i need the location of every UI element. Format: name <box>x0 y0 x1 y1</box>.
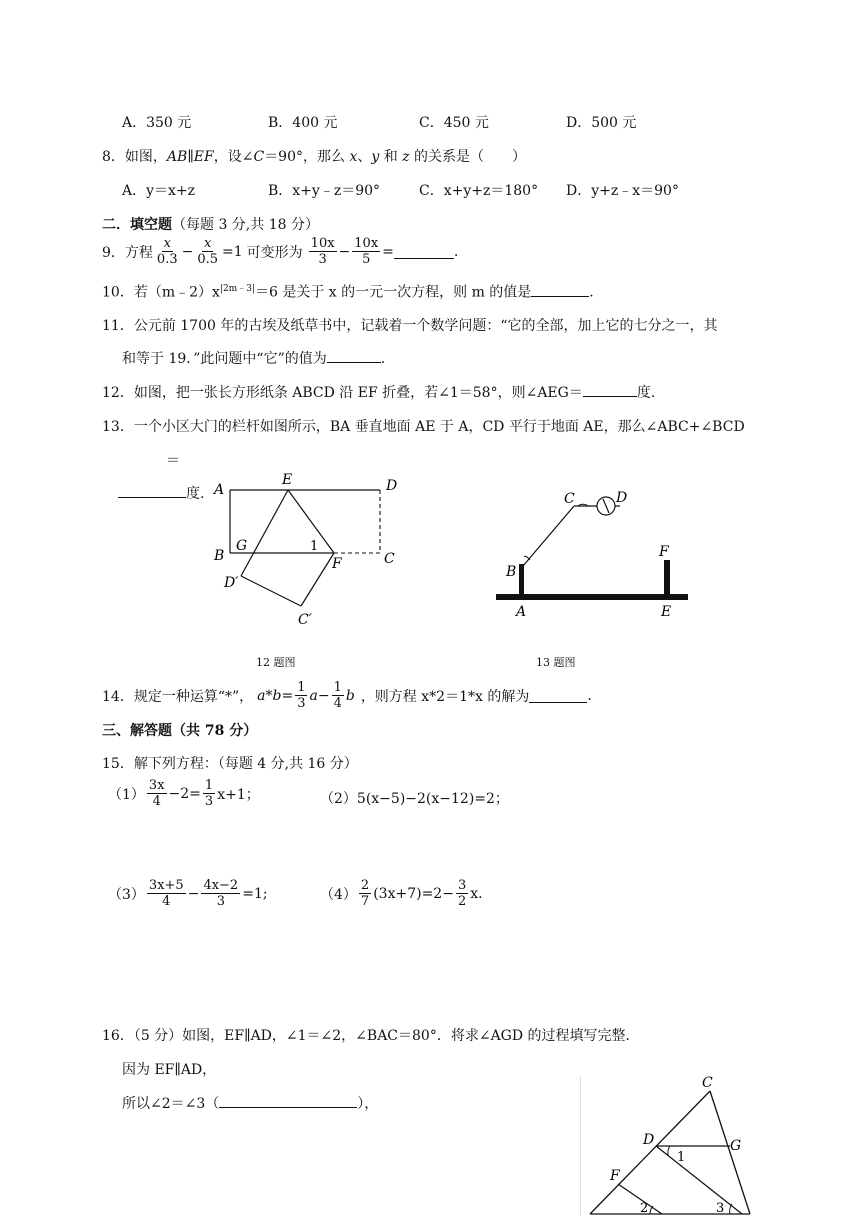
q7-option-d: D．500 元 <box>566 115 637 131</box>
fig12-label-g: G <box>236 538 248 554</box>
q14-frac-1: $\frac{1}{3}$ <box>297 680 306 711</box>
q15-p4-frac-2: $\frac{3}{2}$ <box>457 878 467 909</box>
q9-frac-2: $\frac{x}{0.5}$ <box>197 236 219 267</box>
fig13-post-ba <box>519 564 524 596</box>
fig13-label-f: F <box>659 544 669 560</box>
q9-frac-3: $\frac{10x}{3}$ <box>310 236 335 267</box>
fig13-label-b: B <box>506 564 517 580</box>
q15-part-2: （2）5(x−5)−2(x−12)=2； <box>320 791 509 807</box>
figure-13 <box>492 484 702 624</box>
fig13-label-e: E <box>661 604 672 620</box>
fig12-caption: 12 题图 <box>256 656 296 669</box>
fig12-label-e: E <box>282 472 293 488</box>
fig16-label-d: D <box>643 1132 655 1148</box>
q8-stem: 8．如图，AB∥EF，设∠C＝90°，那么 x、y 和 z 的关系是（ ） <box>102 149 527 165</box>
q14: 14．规定一种运算“*”， a*b= $\frac{1}{3}$ a − $\frac{1}{4}$ b ，则方程 x*2＝1*x 的解为 . <box>102 680 592 711</box>
q14-answer-blank[interactable] <box>529 688 587 703</box>
fig13-post-ef <box>664 560 670 596</box>
fig12-edge-fc <box>301 553 334 606</box>
q16-line-1: 因为 EF∥AD， <box>122 1062 217 1078</box>
q9-frac-4: $\frac{10x}{5}$ <box>354 236 379 267</box>
fig13-label-a: A <box>516 604 527 620</box>
fig16-label-g: G <box>730 1138 742 1154</box>
fig12-angle-1: 1 <box>310 539 319 554</box>
q10-answer-blank[interactable] <box>531 282 589 297</box>
fig12-label-c: C <box>384 551 395 567</box>
q11-answer-blank[interactable] <box>327 348 381 363</box>
fig16-edge-ac <box>590 1091 710 1214</box>
fig13-ground <box>496 594 688 600</box>
q7-option-a: A．350 元 <box>122 115 192 131</box>
q15-lead: 15．解下列方程：（每题 4 分,共 16 分） <box>102 756 358 772</box>
fig16-angle-3: 3 <box>716 1201 725 1216</box>
fig12-label-d-prime: D′ <box>224 575 239 591</box>
q16-stem: 16．（5 分）如图，EF∥AD，∠1＝∠2，∠BAC＝80°．将求∠AGD 的过程填写完整． <box>102 1028 640 1044</box>
q8-option-a: A．y＝x+z <box>122 183 196 199</box>
q15-part-4: （4） $\frac{2}{7}$ (3x+7)=2− $\frac{3}{2}$ x. <box>320 878 483 909</box>
q14-frac-2: $\frac{1}{4}$ <box>333 680 342 711</box>
fig16-label-f: F <box>610 1168 620 1184</box>
q10: 10．若$(m﹣2)x^{|2m﹣3|}=6$ 是关于 x 的一元一次方程，则 m 的值是 . <box>102 281 594 302</box>
figure-16 <box>580 1076 760 1216</box>
fig13-label-c: C <box>564 491 575 507</box>
q15-p1-frac-2: $\frac{1}{3}$ <box>204 778 214 809</box>
fig16-label-c: C <box>702 1076 713 1091</box>
q16-line-2: 所以∠2＝∠3（ ）， <box>122 1093 378 1113</box>
fig16-angle-2: 2 <box>640 1201 649 1216</box>
q12: 12．如图，把一张长方形纸条 ABCD 沿 EF 折叠，若∠1＝58°，则∠AEG＝ 度. <box>102 382 655 402</box>
fig13-bar-bc <box>523 506 574 566</box>
q13-line-1: 13．一个小区大门的栏杆如图所示，BA 垂直地面 AE 于 A，CD 平行于地面 AE，那么∠ABC+∠BCD <box>102 419 745 435</box>
q7-option-c: C．450 元 <box>419 115 489 131</box>
q13-answer-blank[interactable] <box>118 483 186 498</box>
fig12-label-b: B <box>214 548 225 564</box>
q15-p3-frac-2: $\frac{4x-2}{3}$ <box>203 878 239 909</box>
q15-p3-frac-1: $\frac{3x+5}{4}$ <box>148 878 184 909</box>
q8-option-c: C．x+y+z＝180° <box>419 183 539 199</box>
figure-12 <box>208 468 408 628</box>
fig13-label-d: D <box>616 490 628 506</box>
q16-reason-blank[interactable] <box>219 1093 357 1108</box>
fig12-label-d: D <box>386 478 398 494</box>
fig16-angle-2-arc <box>650 1206 653 1214</box>
q9: 9．方程 $\frac{x}{0.3}$ − $\frac{x}{0.5}$ =1 可变形为 $\frac{10x}{3}$ − $\frac{10x}{5}$ = . <box>102 236 459 267</box>
q9-frac-1: $\frac{x}{0.3}$ <box>156 236 178 267</box>
section-2-heading: 二．填空题（每题 3 分,共 18 分） <box>102 217 319 233</box>
q15-p4-frac-1: $\frac{2}{7}$ <box>360 878 370 909</box>
fig16-angle-1-arc <box>668 1146 670 1155</box>
q15-part-3: （3） $\frac{3x+5}{4}$ − $\frac{4x-2}{3}$ =1; <box>108 878 268 909</box>
fig12-label-a: A <box>214 482 225 498</box>
fig12-label-f: F <box>332 556 342 572</box>
fig13-caption: 13 题图 <box>536 656 576 669</box>
q12-answer-blank[interactable] <box>583 382 637 397</box>
q11-line-1: 11．公元前 1700 年的古埃及纸草书中，记载着一个数学问题：“它的全部，加上它的七分之一，其 <box>102 318 718 334</box>
q13-answer: 度. <box>118 483 204 503</box>
q13-equals: ＝ <box>166 453 180 469</box>
fig12-edge-ed <box>241 490 288 576</box>
q9-answer-blank[interactable] <box>394 244 454 259</box>
q11-line-2: 和等于 19．”此问题中“它”的值为 . <box>122 348 385 368</box>
q8-option-d: D．y+z﹣x＝90° <box>566 183 679 199</box>
q8-option-b: B．x+y﹣z＝90° <box>268 183 381 199</box>
q7-option-b: B．400 元 <box>268 115 338 131</box>
fig12-edge-dc <box>241 576 301 606</box>
fig12-label-c-prime: C′ <box>298 612 312 628</box>
fig16-angle-1: 1 <box>677 1150 686 1165</box>
q15-part-1: （1） $\frac{3x}{4}$ −2= $\frac{1}{3}$ x+1； <box>108 778 260 809</box>
fig16-segment-ad <box>656 1146 742 1214</box>
q15-p1-frac-1: $\frac{3x}{4}$ <box>148 778 165 809</box>
section-3-heading: 三、解答题（共 78 分） <box>102 723 258 739</box>
